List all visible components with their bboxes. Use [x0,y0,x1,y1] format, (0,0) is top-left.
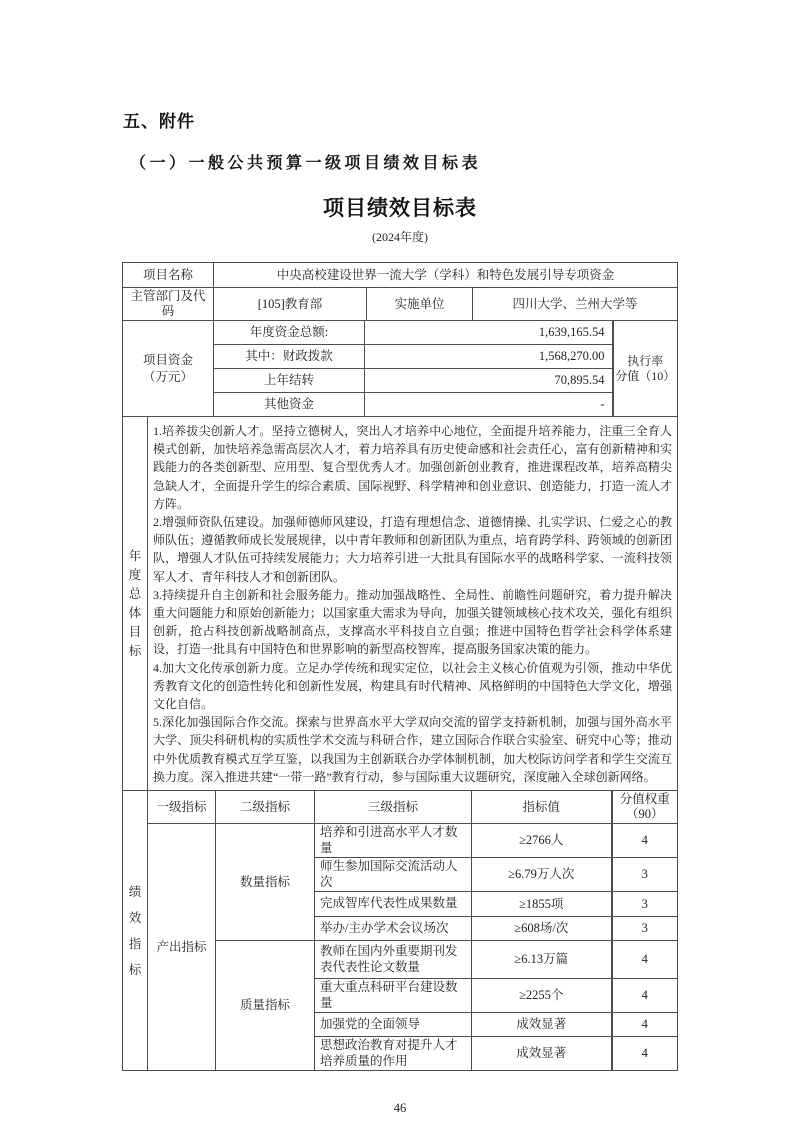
indicator-weight: 4 [612,1013,678,1037]
indicator-value: ≥6.79万人次 [472,858,612,892]
indicator-weight: 4 [612,824,678,858]
impl-value: 四川大学、兰州大学等 [472,288,677,321]
indicator-weight: 4 [612,941,678,979]
annual-target-text [148,417,678,791]
page-number: 46 [393,1101,407,1116]
table-row [123,417,678,791]
header-level1: 一级指标 [148,791,216,824]
funding-label-line1: 项目资金 [142,352,193,367]
funding-row-label: 上年结转 [214,369,365,393]
annual-target-table [122,416,678,791]
indicator-value: ≥1855项 [472,892,612,917]
indicator-name: 思想政治教育对提升人才培养质量的作用 [315,1037,472,1071]
project-info-table [122,262,678,321]
impl-label: 实施单位 [366,288,472,321]
level2-quantity-indicator: 数量指标 [216,824,315,941]
funding-row-label: 其他资金 [214,393,365,417]
indicator-weight: 3 [612,858,678,892]
table-year-subtitle: (2024年度) [372,230,428,244]
table-row [123,824,678,858]
target-paragraph: 4.加大文化传承创新力度。立足办学传统和现实定位，以社会主义核心价值观为引领，推动中华优秀教育文化的创造性转化和创新性发展，构建具有时代精神、风格鲜明的中国特色大学文化，增强文化自信。 [153,660,672,712]
execution-rate-line1: 执行率 [627,353,664,368]
funding-row-label: 其中：财政拨款 [214,345,365,369]
target-paragraph: 2.增强师资队伍建设。加强师德师风建设，打造有理想信念、道德情操、扎实学识、仁爱之心的教师队伍；遵循教师成长发展规律，以中青年教师和创新团队为重点，培育跨学科、跨领域的创新团队，增强人才队伍可持续发展能力；大力培养引进一大批具有国际水平的战略科学家、一流科技领军人才、青年科技人才和创新团队。 [153,515,672,584]
table-row [123,321,678,345]
table-title: 项目绩效目标表 [323,197,477,220]
funding-label-line2: （万元） [142,369,193,384]
execution-rate-score-label [613,321,678,417]
indicator-weight: 3 [612,892,678,917]
indicator-value: ≥2255个 [472,979,612,1013]
funding-row-value: - [365,393,613,417]
indicator-weight: 4 [612,979,678,1013]
indicator-value: ≥608场/次 [472,917,612,941]
header-score-weight: 分值权重（90） [612,791,678,824]
indicator-name: 加强党的全面领导 [315,1013,472,1037]
table-row [122,263,677,288]
project-name-value: 中央高校建设世界一流大学（学科）和特色发展引导专项资金 [213,263,677,288]
header-indicator-value: 指标值 [472,791,612,824]
sub-heading: （一）一般公共预算一级项目绩效目标表 [130,155,482,172]
indicator-name: 教师在国内外重要期刊发表代表性论文数量 [315,941,472,979]
indicator-name: 举办/主办学术会议场次 [315,917,472,941]
funding-row-value: 1,568,270.00 [365,345,613,369]
header-level3: 三级指标 [315,791,472,824]
table-header-row [123,791,678,824]
target-paragraph: 5.深化加强国际合作交流。探索与世界高水平大学双向交流的留学支持新机制，加强与国外高水平大学、顶尖科研机构的实质性学术交流与科研合作，建立国际合作联合实验室、研究中心等；推动中外优质教育模式互学互鉴，以我国为主创新联合办学体制机制，加大校际访问学者和学生交流互换力度。深入推进共建“一带一路”教育行动，参与国际重大议题研究，深度融入全球创新网络。 [153,715,672,784]
project-funding-table [122,320,678,417]
target-paragraph: 3.持续提升自主创新和社会服务能力。推动加强战略性、全局性、前瞻性问题研究，着力提升解决重大问题能力和原始创新能力；以国家重大需求为导向，加强关键领域核心技术攻关，强化有组织创新，抢占科技创新战略制高点，支撑高水平科技自立自强；推进中国特色哲学社会科学体系建设，打造一批具有中国特色和世界影响的新型高校智库，提高服务国家决策的能力。 [153,587,672,657]
indicator-name: 完成智库代表性成果数量 [315,892,472,917]
performance-indicators-table [122,790,678,1071]
indicator-weight: 3 [612,917,678,941]
level1-output-indicator: 产出指标 [148,824,216,1071]
project-name-label: 项目名称 [122,263,213,288]
funding-row-value: 70,895.54 [365,369,613,393]
execution-rate-line2: 分值（10） [615,368,676,383]
indicator-name: 师生参加国际交流活动人次 [315,858,472,892]
level2-quality-indicator: 质量指标 [216,941,315,1071]
indicator-weight: 4 [612,1037,678,1071]
funding-row-label: 年度资金总额: [214,321,365,345]
table-row [122,288,677,321]
funding-label [123,321,214,417]
indicator-value: 成效显著 [472,1037,612,1071]
indicators-side-label: 绩效指标 [123,791,148,1071]
indicator-value: ≥2766人 [472,824,612,858]
annual-target-side-label: 年度总体目标 [123,417,148,791]
dept-label: 主管部门及代码 [122,288,213,321]
header-level2: 二级指标 [216,791,315,824]
indicator-value: 成效显著 [472,1013,612,1037]
section-heading: 五、附件 [123,112,195,131]
target-paragraph: 1.培养拔尖创新人才。坚持立德树人，突出人才培养中心地位，全面提升培养能力，注重三全育人模式创新，加快培养急需高层次人才，着力培养具有历史使命感和社会责任心，富有创新精神和实践能力的各类创新型、应用型、复合型优秀人才。加强创新创业教育，推进课程改革，培养高精尖急缺人才，全面提升学生的综合素质、国际视野、科学精神和创业意识、创造能力，打造一流人才方阵。 [153,424,672,511]
dept-value: [105]教育部 [213,288,366,321]
indicator-name: 重大重点科研平台建设数量 [315,979,472,1013]
funding-row-value: 1,639,165.54 [365,321,613,345]
indicator-value: ≥6.13万篇 [472,941,612,979]
indicator-name: 培养和引进高水平人才数量 [315,824,472,858]
